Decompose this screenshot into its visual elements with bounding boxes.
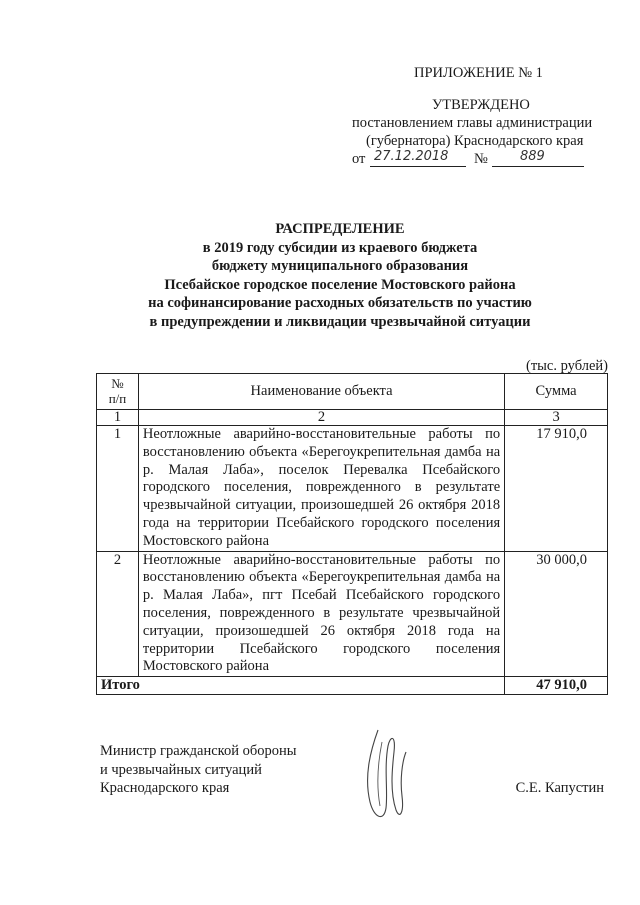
title-line-3: бюджету муниципального образования: [211, 258, 469, 274]
approval-date-line: [352, 150, 592, 168]
date-underline: [370, 150, 466, 167]
title-line-6: в предупреждении и ликвидации чрезвычайной ситуации: [149, 313, 531, 330]
signature-stroke: [368, 730, 406, 817]
total-value: 47 910,0: [505, 677, 608, 695]
row-name: Неотложные аварийно-восстановительные работы по восстановлению объекта «Берегоукрепительная дамба на р. Малая Лаба», пгт Псебай Псебайского городского поселения, поврежденного в результате чрезвычайной ситуации, произошедшей 26 октября 2018 года на территории Псебайского городского поселения Мостовского района: [138, 551, 504, 677]
table-total-row: [97, 677, 608, 695]
approved-label: УТВЕРЖДЕНО: [432, 97, 530, 113]
title-line-4: Псебайское городское поселение Мостовского района: [164, 276, 516, 293]
table-header-row: [97, 374, 608, 410]
position-line-2: и чрезвычайных ситуаций: [100, 761, 262, 778]
table-row: [97, 551, 608, 677]
number-value: 889: [520, 149, 545, 164]
row-num: 1: [97, 426, 139, 552]
date-prefix: от: [352, 151, 366, 167]
index-cell-1: 1: [97, 410, 139, 426]
date-value: 27.12.2018: [374, 149, 449, 164]
row-name: Неотложные аварийно-восстановительные работы по восстановлению объекта «Берегоукрепительная дамба на р. Малая Лаба», поселок Перевалка Псебайского городского поселения, поврежденного в результате чрезвычайной ситуации, произошедшей 26 октября 2018 года на территории Псебайского городского поселения Мостовского района: [138, 426, 504, 552]
row-sum: 17 910,0: [505, 426, 608, 552]
position-line-1: Министр гражданской обороны: [100, 743, 297, 759]
distribution-table: [96, 373, 608, 695]
index-cell-3: 3: [505, 410, 608, 426]
title-line-1: РАСПРЕДЕЛЕНИЕ: [275, 221, 405, 237]
units-label: (тыс. рублей): [526, 358, 608, 374]
signatory-position: [100, 742, 360, 798]
header-name: Наименование объекта: [138, 374, 504, 410]
table-index-row: [97, 410, 608, 426]
handwritten-signature: [340, 722, 430, 832]
total-label: Итого: [97, 677, 505, 695]
title-line-5: на софинансирование расходных обязательств по участию: [148, 295, 532, 311]
approval-line-1: постановлением главы администрации: [352, 115, 593, 131]
row-num: 2: [97, 551, 139, 677]
signatory-name: С.Е. Капустин: [515, 780, 604, 796]
title-line-2: в 2019 году субсидии из краевого бюджета: [202, 239, 478, 256]
number-underline: [492, 150, 584, 167]
header-num-text: № п/п: [108, 376, 127, 406]
number-prefix: №: [474, 151, 488, 167]
index-cell-2: 2: [138, 410, 504, 426]
header-num: [97, 374, 139, 410]
header-sum: Сумма: [505, 374, 608, 410]
position-line-3: Краснодарского края: [100, 780, 230, 796]
appendix-label: ПРИЛОЖЕНИЕ № 1: [414, 65, 543, 81]
table-row: [97, 426, 608, 552]
row-sum: 30 000,0: [505, 551, 608, 677]
signature-stroke: [378, 742, 382, 806]
document-title: [100, 220, 580, 331]
approval-line-2: (губернатора) Краснодарского края: [366, 133, 584, 149]
